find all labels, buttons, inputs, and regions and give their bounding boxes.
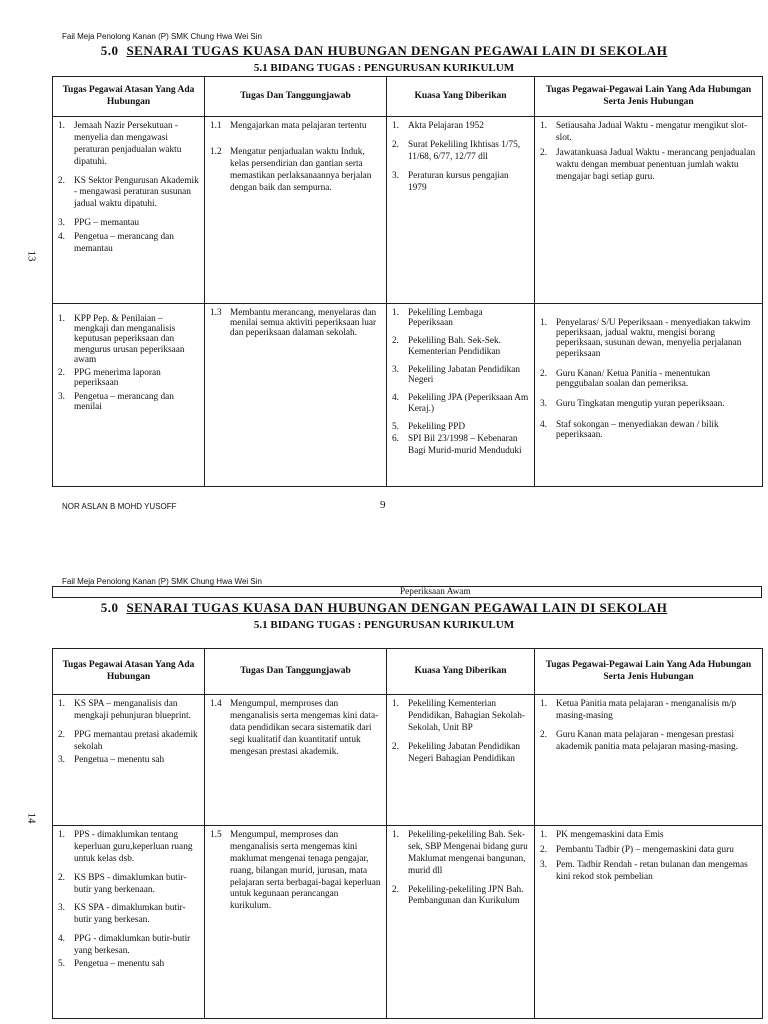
list	[392, 121, 529, 194]
list-item: 2. Pekeliling-pekeliling JPN Bah. Pembangunan dan Kurikulum	[392, 884, 524, 907]
list-item: 3. Pengetua – menentu sah	[58, 754, 165, 765]
section-number: 5.0	[100, 43, 119, 58]
list-item: 5. Pekeliling PPD	[392, 421, 466, 432]
table-header-row	[53, 77, 763, 117]
list-item: 2. KS Sektor Pengurusan Akademik - mengawasi peraturan susunan jadual waktu dipatuhi.	[58, 175, 199, 210]
list-item: 1.2 Mengatur penjadualan waktu Induk, kelas persendirian dan gantian serta memastikan perlaksanaannya berjalan dengan baik dan sempurna.	[210, 146, 372, 193]
list-item: 1. PK mengemaskini data Emis	[540, 830, 664, 840]
continued-row-fragment	[52, 586, 762, 598]
list	[210, 121, 381, 194]
table-cell	[535, 304, 763, 487]
list-item: 2. PPG memantau pretasi akademik sekolah	[58, 729, 198, 752]
list-item: 4. Pekeliling JPA (Peperiksaan Am Keraj.)	[392, 393, 529, 414]
table-cell	[535, 117, 763, 304]
table-cell	[205, 826, 387, 1019]
list	[210, 308, 381, 339]
list	[58, 699, 199, 766]
list-item: 2. KS BPS - dimaklumkan butir-butir yang berkenaan.	[58, 872, 187, 895]
list-item: 1. Penyelaras/ S/U Peperiksaan - menyediakan takwim peperiksaan, jadual waktu, mengisi borang peperiksaan, susunan dewan, menyelia perjalanan peperiksaan	[540, 318, 751, 359]
list-item: 1. Ketua Panitia mata pelajaran - menganalisis m/p masing-masing	[540, 699, 737, 721]
header-duties-responsibilities: Tugas Dan Tanggungjawab	[205, 77, 387, 117]
table-cell	[387, 304, 535, 487]
list-item: 2. Surat Pekeliling Ikhtisas 1/75, 11/68, 6/77, 12/77 dll	[392, 139, 521, 162]
list-item: 2. Guru Kanan/ Ketua Panitia - menentukan penggubalan soalan dan pemeriksa.	[540, 368, 711, 390]
footer-author: NOR ASLAN B MOHD YUSOFF	[62, 502, 177, 511]
list	[540, 830, 757, 884]
list-item: 3. Guru Tingkatan mengutip yuran peperiksaan.	[540, 399, 725, 410]
section-subtitle: 5.1 BIDANG TUGAS : PENGURUSAN KURIKULUM	[253, 62, 515, 74]
list	[540, 318, 757, 440]
list	[540, 121, 757, 183]
duty-table	[52, 648, 763, 1019]
table-cell	[53, 826, 205, 1019]
list-item: 1. Pekeliling-pekeliling Bah. Sek-sek, SBP Mengenai bidang guru Maklumat mengenai bangunan, murid dll	[392, 830, 528, 876]
table-cell	[387, 695, 535, 826]
list-item: 3. Pengetua – merancang dan menilai	[58, 391, 174, 412]
table-cell	[53, 117, 205, 304]
header-superior-duties: Tugas Pegawai Atasan Yang Ada Hubungan	[53, 77, 205, 117]
header-other-officers: Tugas Pegawai-Pegawai Lain Yang Ada Hubungan Serta Jenis Hubungan	[535, 649, 763, 695]
table-cell	[205, 695, 387, 826]
table-row	[53, 826, 763, 1019]
list-item: 1. Pekeliling Kementerian Pendidikan, Bahagian Sekolah-Sekolah, Unit BP	[392, 699, 525, 733]
section-title-text: SENARAI TUGAS KUASA DAN HUBUNGAN DENGAN PEGAWAI LAIN DI SEKOLAH	[126, 600, 668, 615]
side-page-number: 13	[25, 250, 38, 262]
list-item: 1. Setiausaha Jadual Waktu - mengatur mengikut slot-slot.	[540, 121, 748, 143]
list-item: 4. Pengetua – merancang dan memantau	[58, 232, 174, 255]
table-row	[53, 695, 763, 826]
list-item: 3. KS SPA - dimaklumkan butir-butir yang berkesan.	[58, 903, 186, 926]
section-title	[0, 600, 768, 616]
list-item: 1.4 Mengumpul, memproses dan menganalisis serta mengemas kini data-data pendidikan secara sistematik dari segi kualitatif dan kuantitatif untuk mengesan prestasi akademik.	[210, 699, 379, 757]
list-item: 5. Pengetua – menentu sah	[58, 959, 165, 970]
list-item: 6. SPI Bil 23/1998 – Kebenaran Bagi Murid-murid Menduduki	[392, 433, 522, 457]
table-cell	[53, 304, 205, 487]
list-item: 1. KPP Pep. & Penilaian – mengkaji dan menganalisis keputusan peperiksaan dan mengurus urusan peperiksaan awam	[58, 314, 185, 365]
list-item: 3. PPG – memantau	[58, 218, 140, 229]
header-other-officers: Tugas Pegawai-Pegawai Lain Yang Ada Hubungan Serta Jenis Hubungan	[535, 77, 763, 117]
list	[58, 121, 199, 256]
header-superior-duties: Tugas Pegawai Atasan Yang Ada Hubungan	[53, 649, 205, 695]
list-item: 4. Staf sokongan – menyediakan dewan / bilik peperiksaan.	[540, 419, 719, 440]
list-item: 2. Pekeliling Bah. Sek-Sek. Kementerian Pendidikan	[392, 336, 501, 357]
table-cell	[53, 695, 205, 826]
list-item: 2. Guru Kanan mata pelajaran - mengesan prestasi akademik panitia mata pelajaran masing-masing.	[540, 729, 738, 752]
table-cell	[205, 117, 387, 304]
section-title-text: SENARAI TUGAS KUASA DAN HUBUNGAN DENGAN PEGAWAI LAIN DI SEKOLAH	[126, 43, 668, 58]
list	[58, 314, 199, 412]
list	[58, 830, 199, 971]
list	[392, 308, 529, 457]
table-cell	[205, 304, 387, 487]
table-cell	[535, 695, 763, 826]
list-item: 1. KS SPA – menganalisis dan mengkaji pehunjuran blueprint.	[58, 699, 191, 721]
table-cell	[535, 826, 763, 1019]
list-item: 1. PPS - dimaklumkan tentang keperluan guru,keperluan ruang untuk kelas dsb.	[58, 830, 193, 864]
list	[392, 830, 529, 908]
table-cell	[387, 826, 535, 1019]
list-item: 2. Pembantu Tadbir (P) – mengemaskini data guru	[540, 844, 734, 855]
list-item: 3. Peraturan kursus pengajian 1979	[392, 170, 509, 193]
page-10	[0, 572, 768, 1024]
file-header-note: Fail Meja Penolong Kanan (P) SMK Chung Hwa Wei Sin	[62, 32, 262, 41]
section-title	[0, 43, 768, 59]
header-duties-responsibilities: Tugas Dan Tanggungjawab	[205, 649, 387, 695]
list	[392, 699, 529, 765]
list	[210, 830, 381, 913]
header-authority-given: Kuasa Yang Diberikan	[387, 649, 535, 695]
table-row	[53, 117, 763, 304]
section-subtitle: 5.1 BIDANG TUGAS : PENGURUSAN KURIKULUM	[253, 619, 515, 631]
list	[540, 699, 757, 754]
table-header-row	[53, 649, 763, 695]
section-number: 5.0	[100, 600, 119, 615]
file-header-note: Fail Meja Penolong Kanan (P) SMK Chung Hwa Wei Sin	[62, 577, 262, 586]
list	[210, 699, 381, 758]
side-page-number: 14	[25, 812, 38, 824]
list-item: 1.1 Mengajarkan mata pelajaran tertentu	[210, 121, 367, 131]
list-item: 3. Pem. Tadbir Rendah - retan bulanan dan mengemas kini rekod stok pembelian	[540, 859, 748, 882]
list-item: 3. Pekeliling Jabatan Pendidikan Negeri	[392, 364, 521, 386]
duty-table	[52, 76, 763, 487]
list-item: 1. Jemaah Nazir Persekutuan - menyelia dan mengawasi peraturan penjadualan waktu dipatuhi.	[58, 121, 182, 167]
list-item: 2. PPG menerima laporan peperiksaan	[58, 368, 161, 389]
footer-page-number: 9	[380, 499, 386, 511]
list-item: 2. Pekeliling Jabatan Pendidikan Negeri Bahagian Pendidikan	[392, 741, 521, 764]
list-item: 1. Pekeliling Lembaga Peperiksaan	[392, 308, 483, 329]
list-item: 4. PPG - dimaklumkan butir-butir yang berkesan.	[58, 934, 191, 957]
list-item: 1.5 Mengumpul, memproses dan menganalisis serta mengemas kini maklumat mengenai tenaga pengajar, ruang, bilangan murid, jurusan, mata pelajaran serta berbagai-bagai keperluan untuk kegunaan perancangan kurikulum.	[210, 830, 381, 912]
table-cell	[387, 117, 535, 304]
table-row	[53, 304, 763, 487]
list-item: 1.3 Membantu merancang, menyelaras dan menilai semua aktiviti peperiksaan luar dan peperiksaan dalaman sekolah.	[210, 308, 377, 339]
header-authority-given: Kuasa Yang Diberikan	[387, 77, 535, 117]
continued-text: Peperiksaan Awam	[400, 587, 471, 597]
list-item: 2. Jawatankuasa Jadual Waktu - merancang penjadualan waktu dengan membuat penentuan jumlah waktu mengajar bagi setiap guru.	[540, 147, 756, 182]
list-item: 1. Akta Pelajaran 1952	[392, 121, 484, 131]
